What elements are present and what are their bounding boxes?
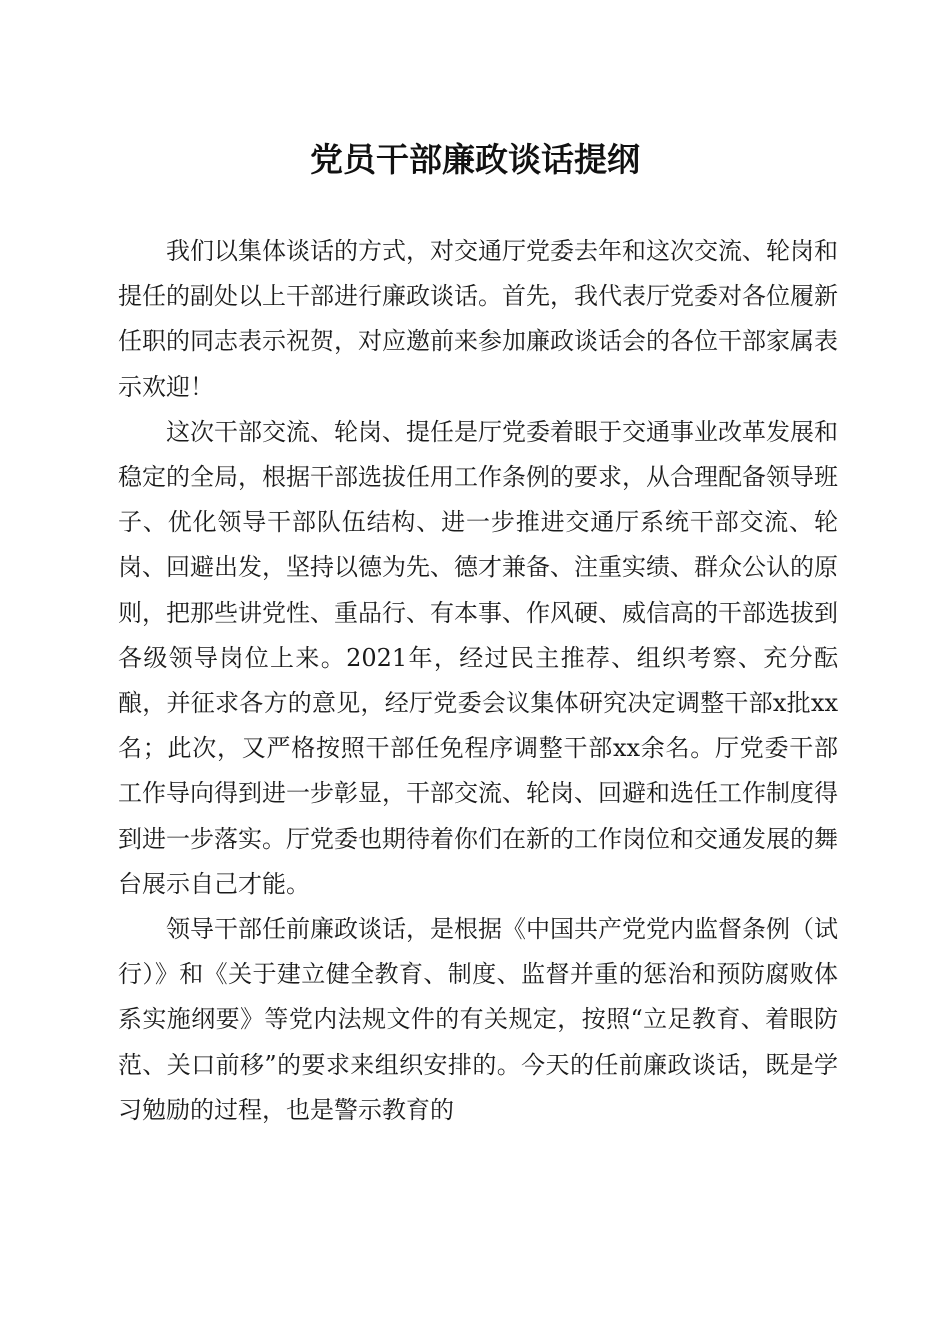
paragraph-greeting: 我们以集体谈话的方式，对交通厅党委去年和这次交流、轮岗和提任的副处以上干部进行廉政谈话。首先，我代表厅党委对各位履新任职的同志表示祝贺，对应邀前来参加廉政谈话会的各位干部家属表示欢迎！ <box>118 237 838 401</box>
document-body <box>118 229 838 1133</box>
paragraph-cadre-exchange: 这次干部交流、轮岗、提任是厅党委着眼于交通事业改革发展和稳定的全局，根据干部选拔任用工作条例的要求，从合理配备领导班子、优化领导干部队伍结构、进一步推进交通厅系统干部交流、轮岗、回避出发，坚持以德为先、德才兼备、注重实绩、群众公认的原则，把那些讲党性、重品行、有本事、作风硬、威信高的干部选拔到各级领导岗位上来。2021年，经过民主推荐、组织考察、充分酝酿，并征求各方的意见，经厅党委会议集体研究决定调整干部x批xx名；此次，又严格按照干部任免程序调整干部xx余名。厅党委干部工作导向得到进一步彰显，干部交流、轮岗、回避和选任工作制度得到进一步落实。厅党委也期待着你们在新的工作岗位和交通发展的舞台展示自己才能。 <box>118 417 838 898</box>
document-title: 党员干部廉政谈话提纲 <box>310 140 640 179</box>
paragraph-integrity-talk: 领导干部任前廉政谈话，是根据《中国共产党党内监督条例（试行）》和《关于建立健全教育、制度、监督并重的惩治和预防腐败体系实施纲要》等党内法规文件的有关规定，按照“立足教育、着眼防范、关口前移”的要求来组织安排的。今天的任前廉政谈话，既是学习勉励的过程，也是警示教育的 <box>118 915 838 1124</box>
